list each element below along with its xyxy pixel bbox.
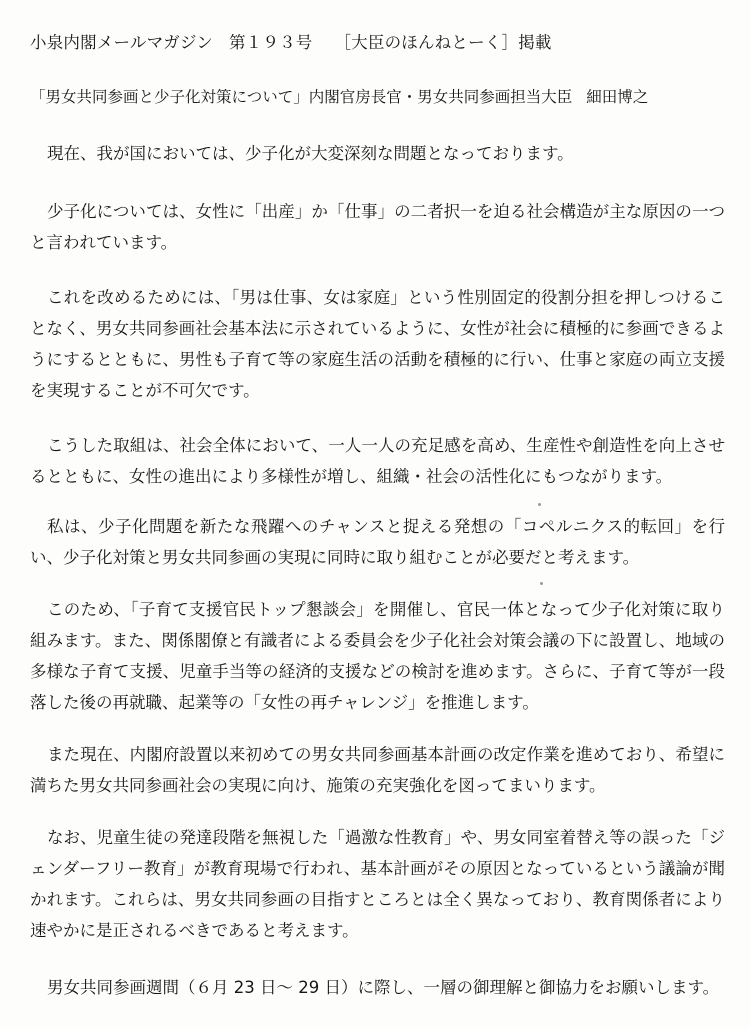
section-name: ［大臣のほんねとーく］掲載 bbox=[334, 33, 552, 52]
paragraph: このため、「子育て支援官民トップ懇談会」を開催し、官民一体となって少子化対策に取り組みます。また、関係閣僚と有識者による委員会を少子化社会対策会議の下に設置し、地域の多様な子育て支援、児童手当等の経済的支援などの検討を進めます。さらに、子育て等が一段落した後の再就職、起業等の「女性の再チャレンジ」を推進します。 bbox=[30, 600, 725, 712]
magazine-name: 小泉内閣メールマガジン bbox=[30, 33, 213, 52]
paragraph: なお、児童生徒の発達段階を無視した「過激な性教育」や、男女同室着替え等の誤った「ジェンダーフリー教育」が教育現場で行われ、基本計画がその原因となっているという議論が聞かれます。これらは、男女共同参画の目指すところとは全く異なっており、教育関係者により速やかに是正されるべきであると考えます。 bbox=[30, 828, 725, 940]
issue-number: 第１９３号 bbox=[228, 33, 313, 52]
paragraph: これを改めるためには、「男は仕事、女は家庭」という性別固定的役割分担を押しつけることなく、男女共同参画社会基本法に示されているように、女性が社会に積極的に参画できるようにするとともに、男性も子育て等の家庭生活の活動を積極的に行い、仕事と家庭の両立支援を実現することが不可欠です。 bbox=[30, 288, 725, 400]
paragraph: 少子化については、女性に「出産」か「仕事」の二者択一を迫る社会構造が主な原因の一つと言われています。 bbox=[30, 202, 725, 252]
article-title: 「男女共同参画と少子化対策について」内閣官房長官・男女共同参画担当大臣 bbox=[30, 88, 573, 106]
scan-speck bbox=[540, 582, 543, 585]
paragraph: こうした取組は、社会全体において、一人一人の充足感を高め、生産性や創造性を向上させるとともに、女性の進出により多様性が増し、組織・社会の活性化にもつながります。 bbox=[30, 436, 725, 486]
paragraph: 現在、我が国においては、少子化が大変深刻な問題となっております。 bbox=[47, 144, 574, 163]
article-author: 細田博之 bbox=[586, 88, 649, 106]
article-title-line bbox=[30, 85, 648, 107]
magazine-header bbox=[30, 29, 552, 53]
paragraph: 男女共同参画週間（６月 23 日～ 29 日）に際し、一層の御理解と御協力をお願いします。 bbox=[47, 978, 720, 997]
scan-speck bbox=[538, 503, 541, 506]
paragraph: 私は、少子化問題を新たな飛躍へのチャンスと捉える発想の「コペルニクス的転回」を行い、少子化対策と男女共同参画の実現に同時に取り組むことが必要だと考えます。 bbox=[30, 517, 725, 567]
paragraph: また現在、内閣府設置以来初めての男女共同参画基本計画の改定作業を進めており、希望に満ちた男女共同参画社会の実現に向け、施策の充実強化を図ってまいります。 bbox=[30, 745, 725, 795]
